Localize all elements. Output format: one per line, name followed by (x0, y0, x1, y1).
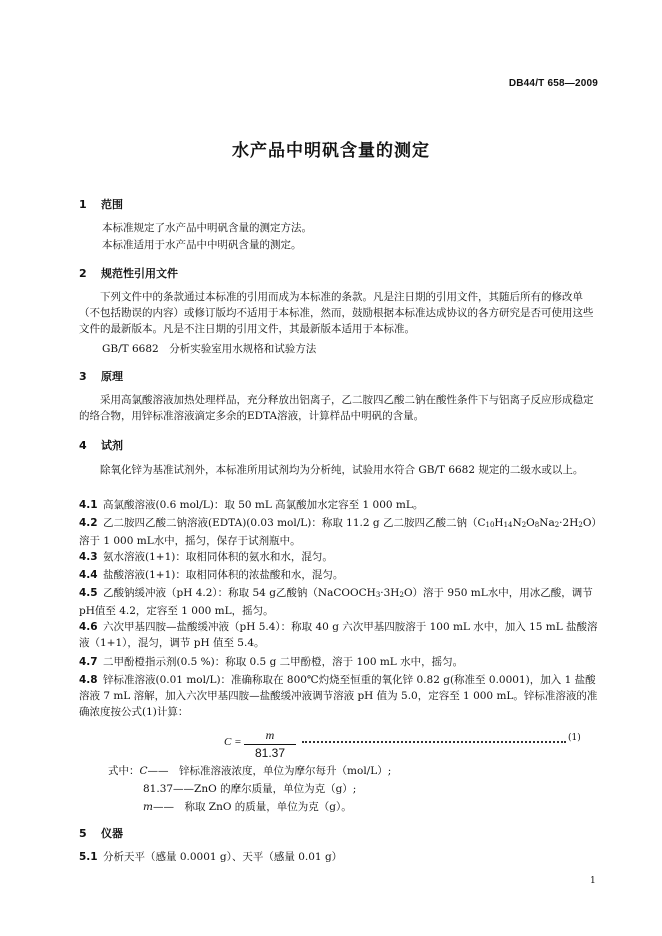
clause-number: 4.5 (79, 587, 98, 599)
clause-4-8 (79, 672, 599, 720)
clause-number: 4.4 (79, 569, 98, 581)
clause-number: 5.1 (79, 851, 98, 863)
principle-paragraph: 采用高氯酸溶液加热处理样品，充分释放出铝离子，乙二胺四乙酸二钠在酸性条件下与铝离子反应形成稳定的络合物，用锌标准溶液滴定多余的EDTA溶液，计算样品中明矾的含量。 (79, 394, 594, 422)
section-title: 试剂 (101, 439, 123, 452)
clause-text: 高氯酸溶液(0.6 mol/L)：取 50 mL 高氯酸加水定容至 1 000 mL。 (103, 499, 424, 511)
standard-number: DB44/T 658—2009 (508, 78, 598, 89)
where-desc-c: —— 锌标准溶液浓度，单位为摩尔每升（mol/L）; (147, 765, 392, 777)
section-title: 范围 (101, 198, 123, 211)
formula-denominator: 81.37 (254, 746, 286, 760)
formula-leader-dots (302, 733, 566, 743)
clause-4-6 (79, 619, 599, 651)
clause-5-1 (79, 849, 599, 865)
clause-4-2 (79, 515, 599, 549)
section-title: 原理 (101, 370, 123, 383)
clause-number: 4.8 (79, 674, 98, 686)
section-number: 5 (79, 827, 87, 840)
clause-text: 盐酸溶液(1+1)：取相同体积的浓盐酸和水，混匀。 (103, 569, 344, 581)
section-number: 3 (79, 370, 87, 383)
section-heading-scope (79, 196, 123, 212)
formula-numerator: m (265, 728, 275, 742)
clause-number: 4.1 (79, 499, 98, 511)
formula-where-line-2: 81.37——ZnO 的摩尔质量，单位为克（g）; (143, 783, 357, 795)
clause-number: 4.7 (79, 656, 98, 668)
clause-text: 乙酸钠缓冲液（pH 4.2）：称取 54 g乙酸钠$(NaCOOCH_3\cdot 3H_2O)$溶于 950 mL水中，用冰乙酸，调节pH值至 4.2，定容至 1 000 mL，摇匀。 (79, 587, 593, 617)
where-label: 式中： (108, 765, 140, 777)
clause-4-4 (79, 567, 599, 583)
section-heading-principle (79, 368, 123, 384)
section-number: 1 (79, 198, 87, 211)
clause-4-5 (79, 585, 599, 619)
clause-text: 六次甲基四胺—盐酸缓冲液（pH 5.4）：称取 40 g 六次甲基四胺溶于 100 mL 水中，加入 15 mL 盐酸溶液（1+1），混匀，调节 pH 值至 5.4。 (79, 621, 598, 649)
scope-paragraph-2: 本标准适用于水产品中中明矾含量的测定。 (102, 239, 302, 251)
formula-where-line-3 (143, 799, 352, 814)
formula-fraction (242, 728, 298, 761)
reagents-intro-paragraph: 除氧化锌为基准试剂外，本标准所用试剂均为分析纯，试验用水符合 GB/T 6682 规定的二级水或以上。 (100, 464, 584, 476)
section-heading-normative-references (79, 265, 178, 281)
section-heading-apparatus (79, 825, 123, 841)
clause-text: 二甲酚橙指示剂(0.5 %)：称取 0.5 g 二甲酚橙，溶于 100 mL 水中，摇匀。 (103, 656, 464, 668)
clause-4-3 (79, 549, 599, 565)
scope-paragraph-1: 本标准规定了水产品中明矾含量的测定方法。 (102, 222, 312, 234)
formula-lhs: C = (224, 736, 242, 748)
clause-number: 4.6 (79, 621, 98, 633)
section-heading-reagents (79, 437, 123, 453)
section-title: 规范性引用文件 (101, 267, 178, 280)
where-symbol-c: C (139, 765, 148, 777)
document-title: 水产品中明矾含量的测定 (232, 141, 430, 161)
fraction-bar (244, 744, 296, 745)
clause-text: 乙二胺四乙酸二钠溶液(EDTA)(0.03 mol/L)：称取 11.2 g 乙二胺四乙酸二钠$(C_{10}H_{14}N_2O_8Na_2\cdot 2H_2O)$溶于 1 000 mL水中，摇匀，保存于试剂瓶中。 (79, 517, 597, 547)
formula-number: (1) (568, 733, 581, 743)
formula-1 (224, 728, 304, 762)
where-desc-m: —— 称取 ZnO 的质量，单位为克（g）。 (152, 801, 352, 813)
clause-4-1 (79, 497, 599, 513)
reference-gbt-6682: GB/T 6682 分析实验室用水规格和试验方法 (102, 343, 317, 355)
clause-text: 锌标准溶液(0.01 mol/L)：准确称取在 800℃灼烧至恒重的氧化锌 0.82 g(称准至 0.0001)，加入 1 盐酸溶液 7 mL 溶解，加入六次甲基四胺—盐酸缓冲液调节溶液 pH 值为 5.0，定容至 1 000 mL。锌标准溶液的准确浓度按公式(1)计算： (79, 674, 598, 718)
clause-number: 4.2 (79, 517, 98, 529)
where-symbol-m: m (143, 801, 153, 813)
clause-4-7 (79, 654, 599, 670)
section-number: 4 (79, 439, 87, 452)
clause-text: 氨水溶液(1+1)：取相同体积的氨水和水，混匀。 (103, 551, 333, 563)
formula-where-line-1 (108, 763, 391, 778)
section-number: 2 (79, 267, 87, 280)
clause-number: 4.3 (79, 551, 98, 563)
references-paragraph: 下列文件中的条款通过本标准的引用而成为本标准的条款。凡是注日期的引用文件，其随后所有的修改单（不包括勘误的内容）或修订版均不适用于本标准，然而，鼓励根据本标准达成协议的各方研究是否可使用这些文件的最新版本。凡是不注日期的引用文件，其最新版本适用于本标准。 (79, 291, 594, 335)
section-title: 仪器 (101, 827, 123, 840)
page-number: 1 (590, 876, 596, 886)
clause-text: 分析天平（感量 0.0001 g）、天平（感量 0.01 g） (103, 851, 343, 863)
